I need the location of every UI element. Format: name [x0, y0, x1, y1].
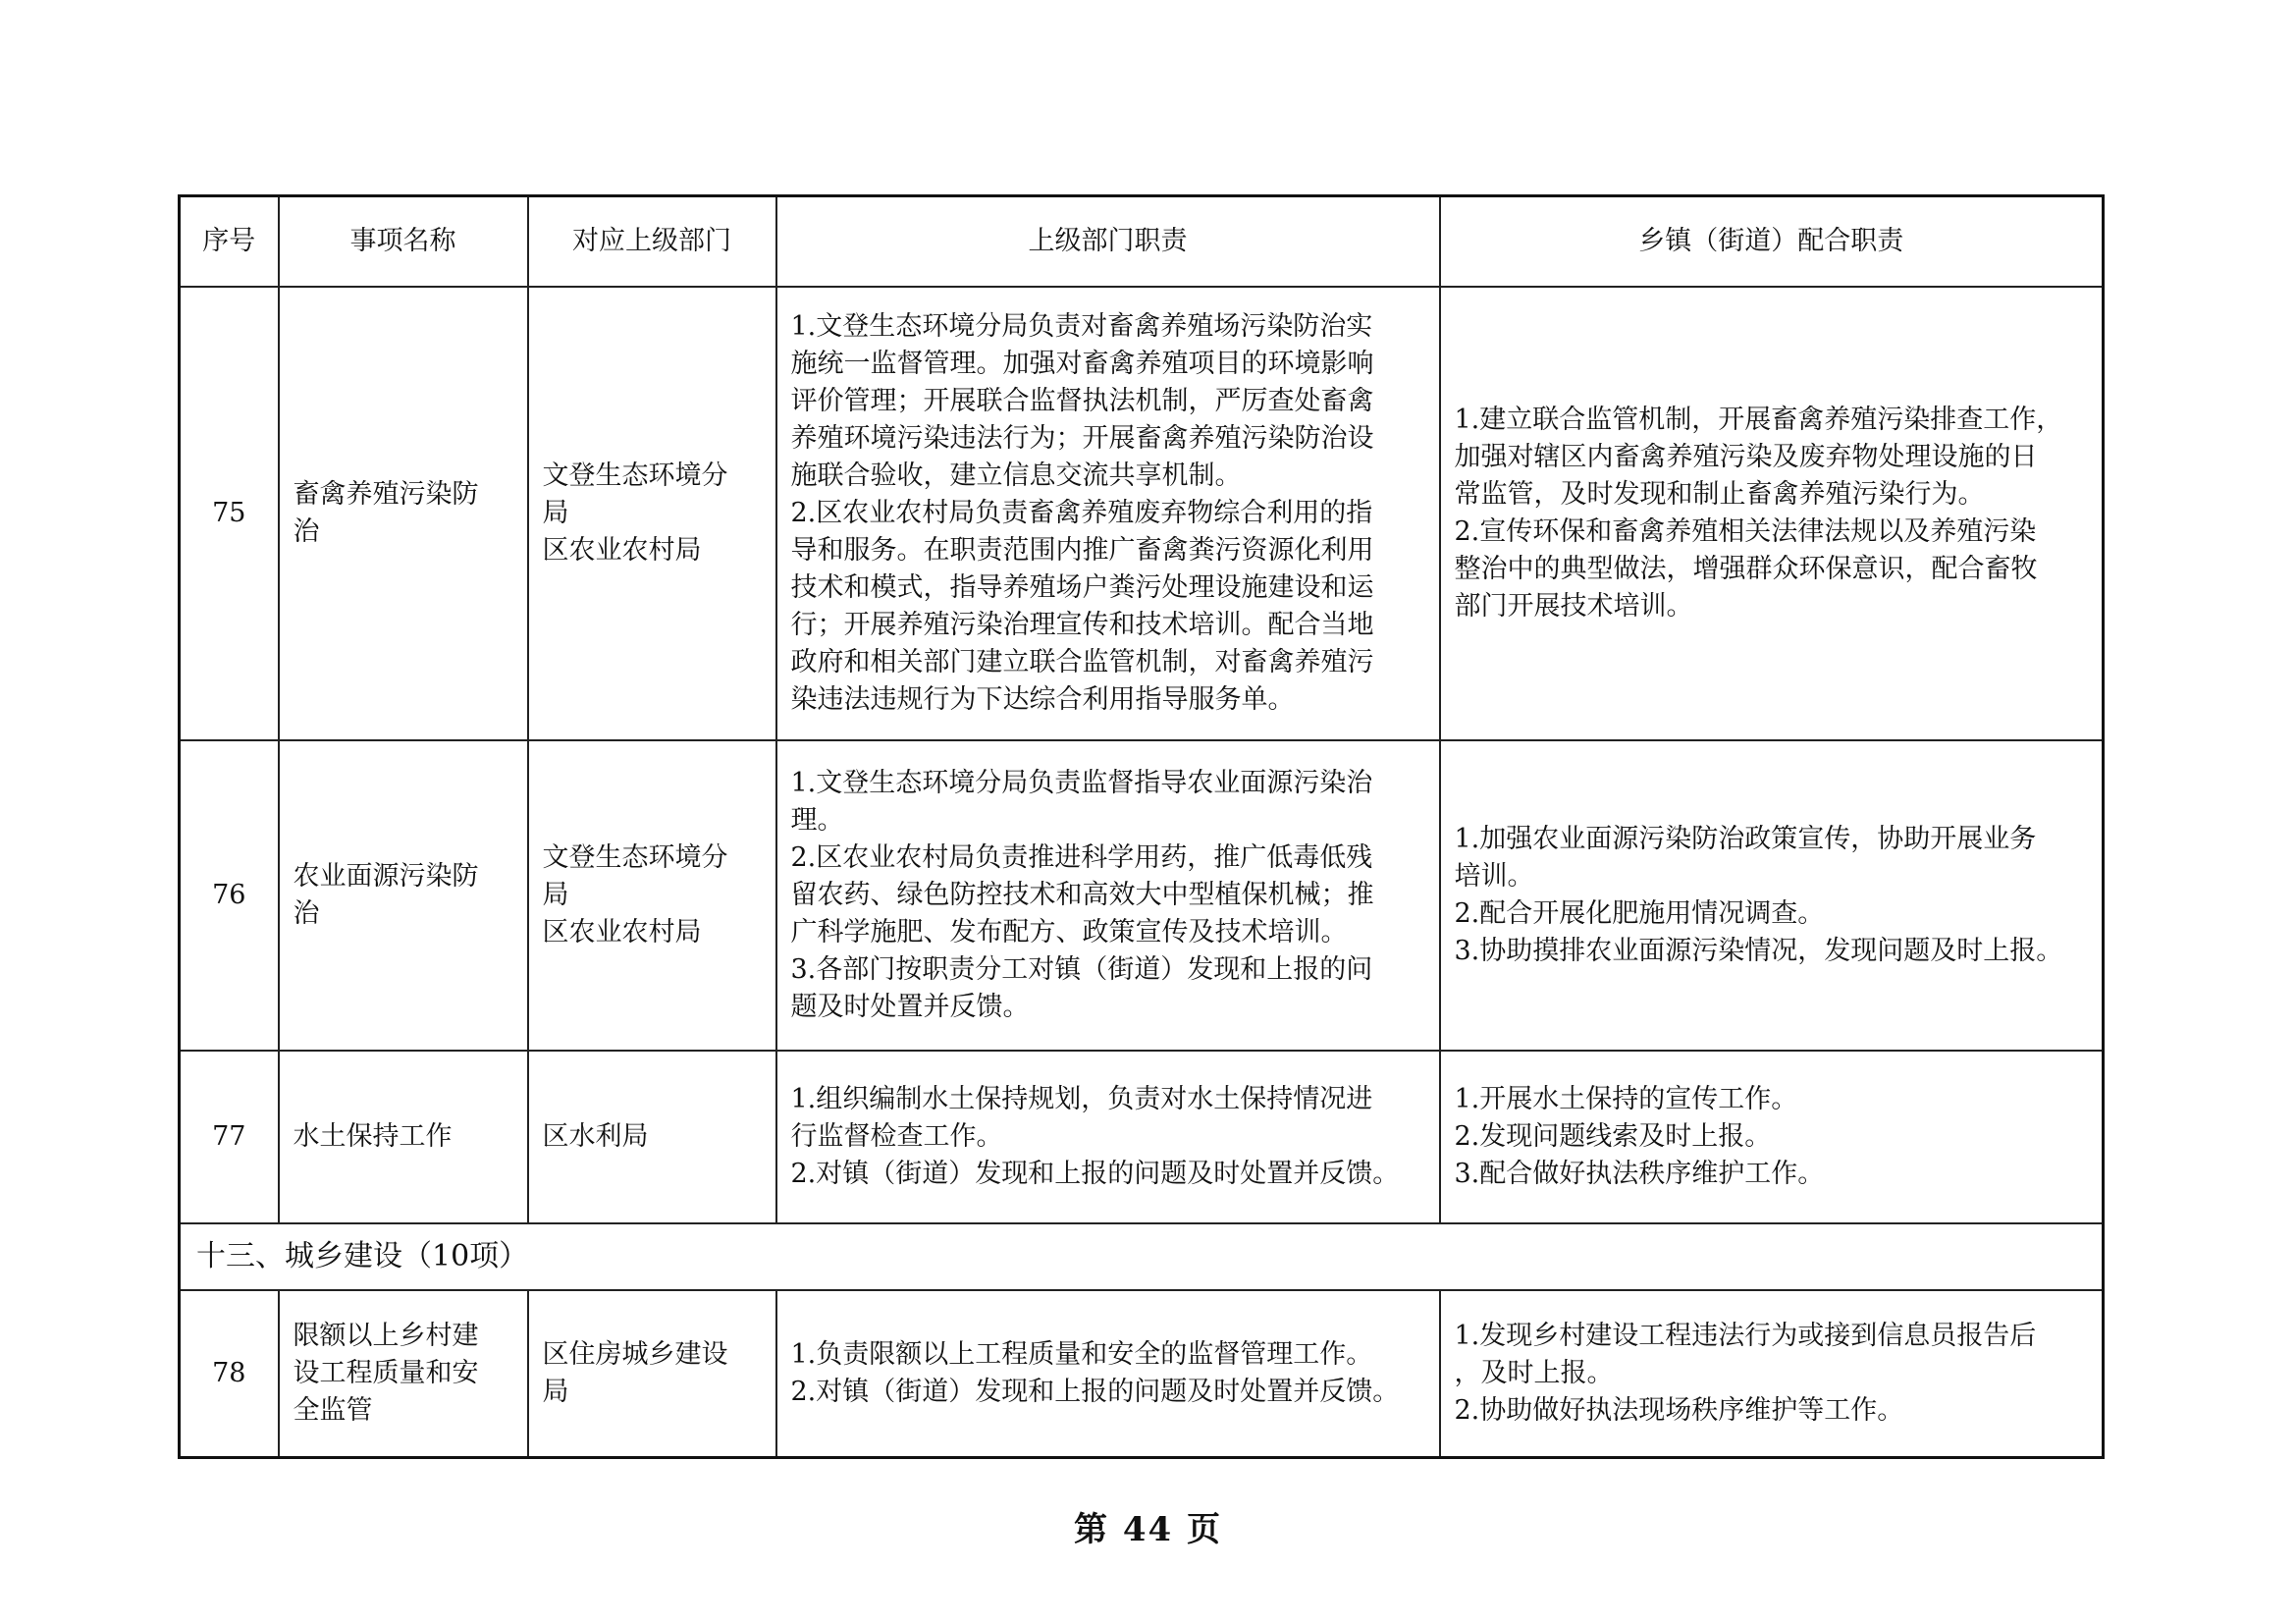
text-line: 政府和相关部门建立联合监管机制，对畜禽养殖污: [790, 647, 1374, 677]
text-line: 文登生态环境分: [542, 460, 728, 491]
text-line: 全监管: [293, 1394, 373, 1426]
text-line: 1.建立联合监管机制，开展畜禽养殖污染排查工作，: [1454, 405, 2063, 435]
row-number: 78: [180, 1290, 279, 1457]
header-town-cooperation: 乡镇（街道）配合职责: [1440, 196, 2104, 288]
table-row: [180, 287, 2104, 740]
item-name-cell: [279, 1051, 528, 1223]
text-line: 部门开展技术培训。: [1454, 591, 1693, 622]
text-line: 2.区农业农村局负责畜禽养殖废弃物综合利用的指: [790, 498, 1373, 528]
duty-cell: [776, 287, 1440, 740]
text-line: 常监管，及时发现和制止畜禽养殖污染行为。: [1454, 479, 1985, 510]
item-name-cell: [279, 740, 528, 1051]
text-line: 1.发现乡村建设工程违法行为或接到信息员报告后: [1454, 1320, 2037, 1351]
header-superior-dept: 对应上级部门: [528, 196, 776, 288]
dept-cell: [528, 740, 776, 1051]
cooperation-cell: [1440, 740, 2104, 1051]
text-line: 限额以上乡村建: [293, 1320, 479, 1351]
text-line: 2.配合开展化肥施用情况调查。: [1454, 898, 1825, 929]
header-item-name: 事项名称: [279, 196, 528, 288]
text-line: 广科学施肥、发布配方、政策宣传及技术培训。: [790, 917, 1348, 947]
text-line: 加强对辖区内畜禽养殖污染及废弃物处理设施的日: [1454, 442, 2038, 472]
text-line: 题及时处置并反馈。: [790, 992, 1030, 1022]
text-line: 行监督检查工作。: [790, 1121, 1003, 1152]
text-line: 培训。: [1454, 861, 1534, 892]
text-line: 技术和模式，指导养殖场户粪污处理设施建设和运: [790, 572, 1374, 603]
text-line: 3.协助摸排农业面源污染情况，发现问题及时上报。: [1454, 936, 2063, 966]
text-line: 理。: [790, 805, 844, 836]
text-line: 留农药、绿色防控技术和高效大中型植保机械；推: [790, 880, 1374, 910]
item-name-cell: [279, 287, 528, 740]
text-line: 区水利局: [542, 1121, 649, 1152]
text-line: 1.文登生态环境分局负责监督指导农业面源污染治: [790, 768, 1373, 798]
cooperation-cell: [1440, 1051, 2104, 1223]
section-heading: 十三、城乡建设（10项）: [180, 1223, 2104, 1290]
text-line: 1.负责限额以上工程质量和安全的监督管理工作。: [790, 1338, 1373, 1370]
text-line: 局: [542, 880, 569, 910]
row-number: 76: [180, 740, 279, 1051]
text-line: 2.宣传环保和畜禽养殖相关法律法规以及养殖污染: [1454, 516, 2037, 547]
header-superior-duty: 上级部门职责: [776, 196, 1440, 288]
row-number: 77: [180, 1051, 279, 1223]
text-line: 3.各部门按职责分工对镇（街道）发现和上报的问: [790, 954, 1373, 985]
text-line: 水土保持工作: [293, 1121, 453, 1152]
dept-cell: [528, 287, 776, 740]
text-line: 畜禽养殖污染防: [293, 479, 479, 510]
text-line: 染违法违规行为下达综合利用指导服务单。: [790, 684, 1295, 715]
dept-cell: [528, 1290, 776, 1457]
cooperation-cell: [1440, 287, 2104, 740]
item-name-cell: [279, 1290, 528, 1457]
text-line: 3.配合做好执法秩序维护工作。: [1454, 1159, 1825, 1189]
text-line: 农业面源污染防: [293, 861, 479, 892]
duty-cell: [776, 1290, 1440, 1457]
text-line: 导和服务。在职责范围内推广畜禽粪污资源化利用: [790, 535, 1374, 566]
text-line: 1.开展水土保持的宣传工作。: [1454, 1084, 1798, 1114]
text-line: 2.对镇（街道）发现和上报的问题及时处置并反馈。: [790, 1376, 1400, 1407]
text-line: 整治中的典型做法，增强群众环保意识，配合畜牧: [1454, 554, 2038, 584]
page-number: 第 44 页: [1074, 1510, 1222, 1549]
text-line: 评价管理；开展联合监督执法机制，严厉查处畜禽: [790, 386, 1374, 416]
text-line: 区住房城乡建设: [542, 1338, 728, 1370]
text-line: 施统一监督管理。加强对畜禽养殖项目的环境影响: [790, 349, 1374, 379]
table-row: [180, 1290, 2104, 1457]
row-number: 75: [180, 287, 279, 740]
header-no: 序号: [180, 196, 279, 288]
text-line: ，及时上报。: [1454, 1357, 1614, 1388]
header-row: [180, 196, 2104, 288]
text-line: 局: [542, 1376, 569, 1407]
responsibility-table: [178, 194, 2105, 1459]
text-line: 施联合验收，建立信息交流共享机制。: [790, 460, 1242, 491]
table-row: [180, 1051, 2104, 1223]
text-line: 区农业农村局: [542, 917, 702, 947]
duty-cell: [776, 1051, 1440, 1223]
text-line: 行；开展养殖污染治理宣传和技术培训。配合当地: [790, 610, 1374, 640]
text-line: 区农业农村局: [542, 535, 702, 566]
text-line: 文登生态环境分: [542, 842, 728, 873]
text-line: 局: [542, 498, 569, 528]
section-row: [180, 1223, 2104, 1290]
text-line: 2.对镇（街道）发现和上报的问题及时处置并反馈。: [790, 1159, 1400, 1189]
text-line: 1.文登生态环境分局负责对畜禽养殖场污染防治实: [790, 311, 1373, 342]
table-row: [180, 740, 2104, 1051]
duty-cell: [776, 740, 1440, 1051]
text-line: 2.协助做好执法现场秩序维护等工作。: [1454, 1394, 1904, 1426]
dept-cell: [528, 1051, 776, 1223]
text-line: 养殖环境污染违法行为；开展畜禽养殖污染防治设: [790, 423, 1374, 454]
text-line: 2.发现问题线索及时上报。: [1454, 1121, 1772, 1152]
cooperation-cell: [1440, 1290, 2104, 1457]
text-line: 1.加强农业面源污染防治政策宣传，协助开展业务: [1454, 824, 2037, 854]
text-line: 1.组织编制水土保持规划，负责对水土保持情况进: [790, 1084, 1373, 1114]
text-line: 设工程质量和安: [293, 1357, 479, 1388]
text-line: 治: [293, 898, 320, 929]
text-line: 2.区农业农村局负责推进科学用药，推广低毒低残: [790, 842, 1373, 873]
text-line: 治: [293, 516, 320, 547]
